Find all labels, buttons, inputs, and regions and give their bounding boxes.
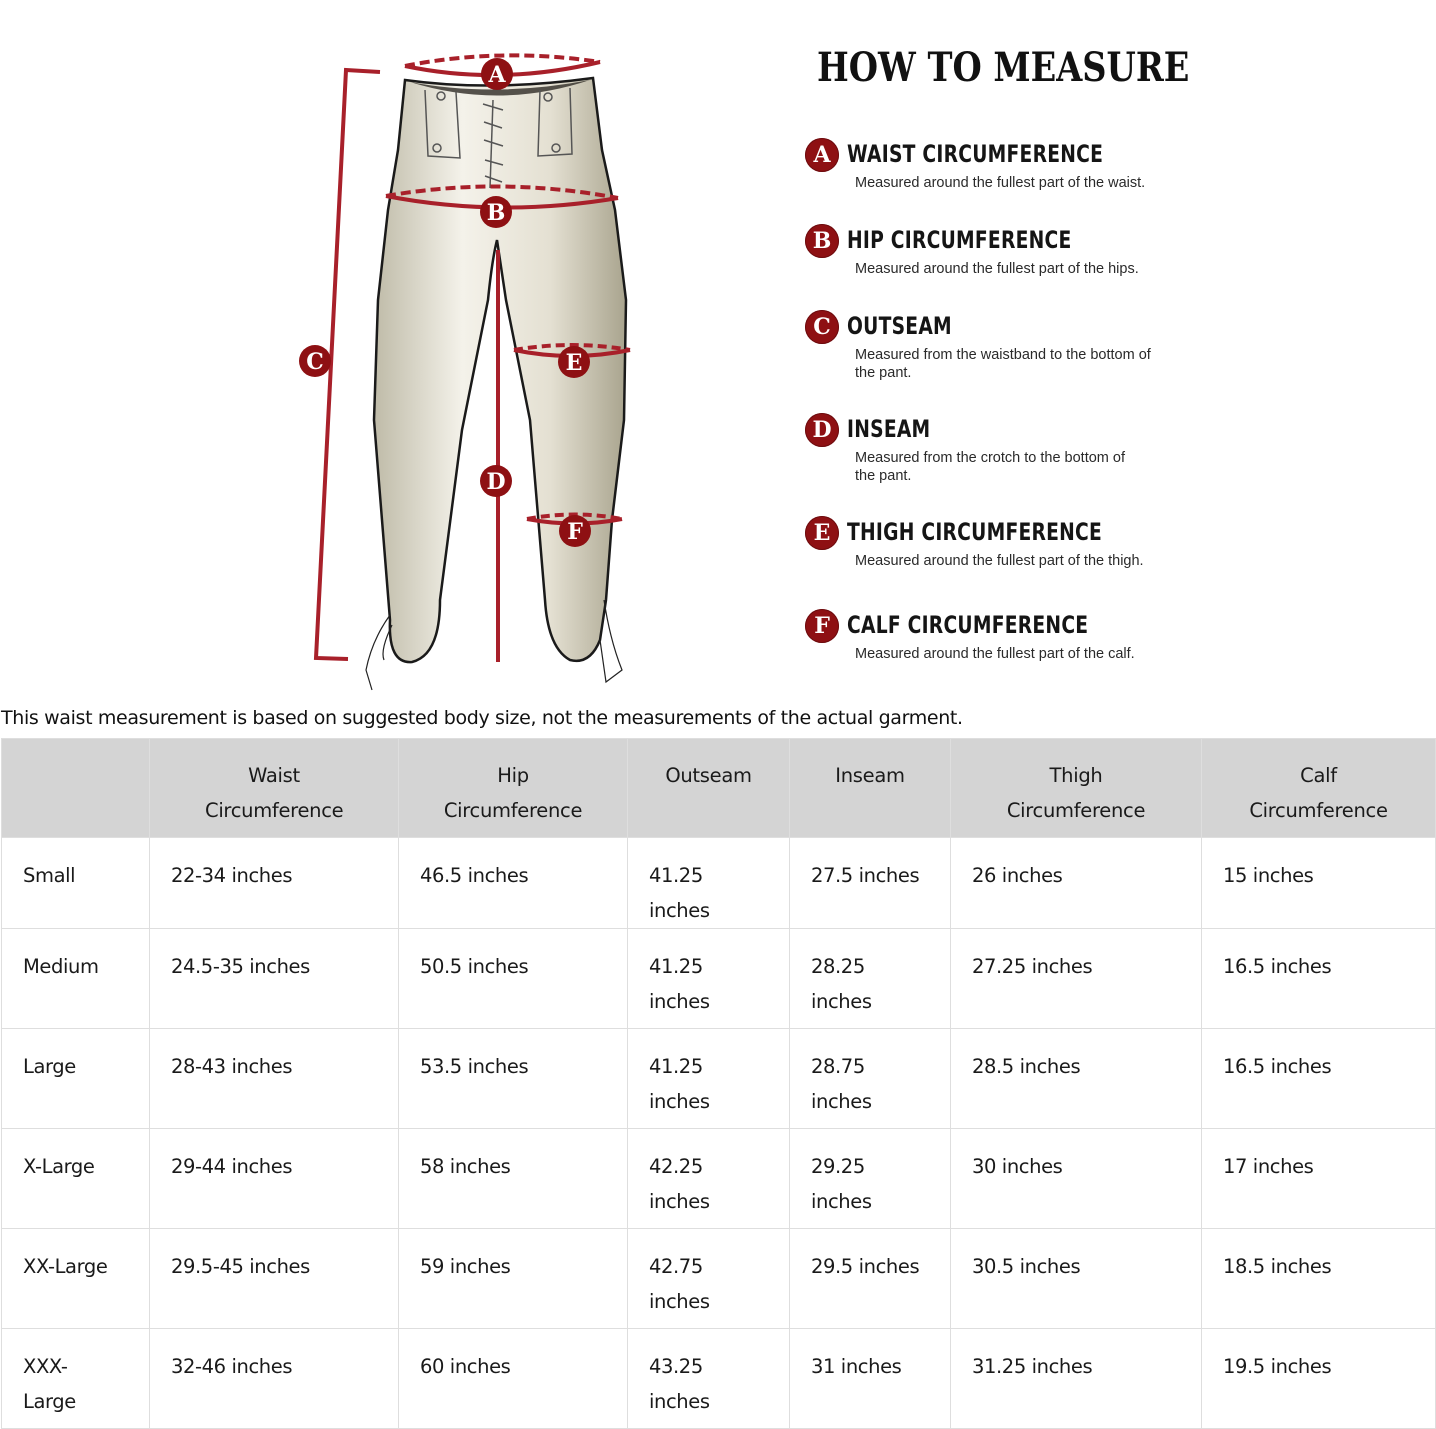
cell-hip: 58 inches	[399, 1129, 628, 1229]
cell-outseam: 42.25 inches	[628, 1129, 790, 1229]
cell-calf: 15 inches	[1202, 838, 1436, 929]
header-hip: Hip Circumference	[399, 739, 628, 838]
badge-d-icon: D	[805, 413, 839, 447]
cell-outseam: 41.25 inches	[628, 929, 790, 1029]
marker-b-icon	[480, 196, 512, 228]
cell-hip: 46.5 inches	[399, 838, 628, 929]
cell-calf: 17 inches	[1202, 1129, 1436, 1229]
cell-outseam: 43.25 inches	[628, 1329, 790, 1429]
badge-f-icon: F	[805, 609, 839, 643]
header-calf: Calf Circumference	[1202, 739, 1436, 838]
cell-outseam: 41.25 inches	[628, 1029, 790, 1129]
cell-waist: 29-44 inches	[150, 1129, 399, 1229]
badge-e-icon: E	[805, 516, 839, 550]
measure-description: Measured from the crotch to the bottom of the pant.	[855, 450, 1125, 484]
cell-hip: 50.5 inches	[399, 929, 628, 1029]
measure-label: CALF CIRCUMFERENCE	[847, 611, 1089, 639]
cell-calf: 19.5 inches	[1202, 1329, 1436, 1429]
measure-label: INSEAM	[847, 415, 931, 443]
header-inseam: Inseam	[790, 739, 951, 838]
cell-thigh: 26 inches	[951, 838, 1202, 929]
marker-f-icon	[559, 515, 591, 547]
cell-thigh: 30.5 inches	[951, 1229, 1202, 1329]
cell-thigh: 28.5 inches	[951, 1029, 1202, 1129]
svg-text:C: C	[306, 349, 324, 375]
measure-description: Measured around the fullest part of the thigh.	[855, 553, 1144, 569]
table-row	[2, 838, 1436, 929]
measure-label: WAIST CIRCUMFERENCE	[847, 140, 1104, 168]
cell-size: Small	[2, 838, 150, 929]
badge-c-icon: C	[805, 310, 839, 344]
measure-label: HIP CIRCUMFERENCE	[847, 226, 1072, 254]
cell-hip: 60 inches	[399, 1329, 628, 1429]
table-row	[2, 929, 1436, 1029]
measure-description: Measured around the fullest part of the waist.	[855, 175, 1146, 191]
cell-calf: 16.5 inches	[1202, 929, 1436, 1029]
cell-inseam: 29.25 inches	[790, 1129, 951, 1229]
cell-inseam: 29.5 inches	[790, 1229, 951, 1329]
size-note: This waist measurement is based on suggested body size, not the measurements of the actual garment.	[1, 707, 963, 729]
cell-thigh: 30 inches	[951, 1129, 1202, 1229]
cell-outseam: 42.75 inches	[628, 1229, 790, 1329]
svg-text:A: A	[488, 62, 506, 88]
header-thigh: Thigh Circumference	[951, 739, 1202, 838]
cell-thigh: 31.25 inches	[951, 1329, 1202, 1429]
table-header-row	[2, 739, 1436, 838]
cell-hip: 53.5 inches	[399, 1029, 628, 1129]
cell-size: X-Large	[2, 1129, 150, 1229]
badge-a-icon: A	[805, 138, 839, 172]
cell-inseam: 27.5 inches	[790, 838, 951, 929]
table-row	[2, 1329, 1436, 1429]
cell-thigh: 27.25 inches	[951, 929, 1202, 1029]
header-waist: Waist Circumference	[150, 739, 399, 838]
badge-b-icon: B	[805, 224, 839, 258]
measure-label: THIGH CIRCUMFERENCE	[847, 518, 1103, 546]
cell-calf: 16.5 inches	[1202, 1029, 1436, 1129]
table-row	[2, 1229, 1436, 1329]
cell-waist: 32-46 inches	[150, 1329, 399, 1429]
cell-size: XX-Large	[2, 1229, 150, 1329]
svg-text:E: E	[565, 350, 583, 376]
svg-text:F: F	[567, 519, 583, 545]
measure-description: Measured from the waistband to the bottom of the pant.	[855, 347, 1151, 381]
cell-waist: 28-43 inches	[150, 1029, 399, 1129]
header-outseam: Outseam	[628, 739, 790, 838]
cell-waist: 29.5-45 inches	[150, 1229, 399, 1329]
svg-text:B: B	[486, 200, 506, 226]
table-row	[2, 1029, 1436, 1129]
measure-label: OUTSEAM	[847, 312, 952, 340]
measure-description: Measured around the fullest part of the calf.	[855, 646, 1135, 662]
marker-e-icon	[558, 346, 590, 378]
cell-hip: 59 inches	[399, 1229, 628, 1329]
cell-inseam: 31 inches	[790, 1329, 951, 1429]
svg-text:D: D	[486, 469, 506, 495]
cell-calf: 18.5 inches	[1202, 1229, 1436, 1329]
how-to-measure-figure	[0, 0, 1436, 700]
cell-inseam: 28.25 inches	[790, 929, 951, 1029]
pants-measurement-illustration	[280, 40, 660, 700]
cell-size: Large	[2, 1029, 150, 1129]
cell-waist: 22-34 inches	[150, 838, 399, 929]
how-to-measure-title: HOW TO MEASURE	[817, 44, 1190, 91]
cell-inseam: 28.75 inches	[790, 1029, 951, 1129]
header-size	[2, 739, 150, 838]
table-row	[2, 1129, 1436, 1229]
cell-size: Medium	[2, 929, 150, 1029]
cell-outseam: 41.25 inches	[628, 838, 790, 929]
measure-description: Measured around the fullest part of the hips.	[855, 261, 1139, 277]
size-chart-table	[1, 738, 1436, 1429]
marker-d-icon	[480, 465, 512, 497]
marker-c-icon	[299, 345, 331, 377]
cell-size: XXX-Large	[2, 1329, 150, 1429]
marker-a-icon	[481, 58, 513, 90]
cell-waist: 24.5-35 inches	[150, 929, 399, 1029]
